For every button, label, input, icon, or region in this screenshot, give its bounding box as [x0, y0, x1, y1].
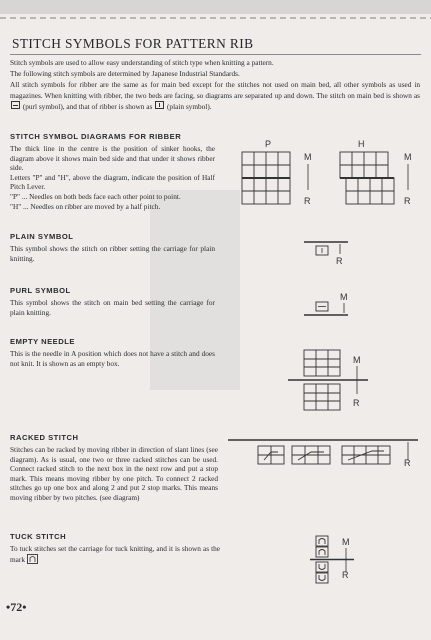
intro-line-3b: (purl symbol), and that of ribber is shown as: [22, 102, 153, 111]
purl-body: This symbol shows the stitch on main bed setting the carriage for plain knitting.: [10, 298, 215, 317]
intro-paragraph: [10, 57, 420, 112]
intro-line-3a: All stitch symbols for ribber are the same as for main bed except for the stitches not used on main bed, all other symbols as used in magazines. When knitting with ribber, the two beds are facing, so diagrams are separated up and down. The stitch on main bed is shown as: [10, 80, 420, 100]
tuck-body: [10, 544, 220, 564]
intro-line-1: Stitch symbols are used to allow easy understanding of stitch type when knitting a pattern.: [10, 58, 274, 67]
empty-label-m: M: [353, 355, 361, 365]
tuck-label-m: M: [342, 537, 350, 547]
section-purl: [10, 286, 215, 317]
section-racked: [10, 433, 218, 503]
racked-body: Stitches can be racked by moving ribber in direction of slant lines (see diagram). As is usual, one two or three racked stitches can be used. Connect racked stitch to the next box in the next row and put a stop mark. This means moving ribber by one pitch. To connect 2 racked stitches go up one box and along 2 and put 2 stop marks. This means moving ribber by two pitches. (see diagram): [10, 445, 218, 502]
label-r-2: R: [404, 196, 411, 206]
top-dashed-rule: [0, 17, 431, 19]
heading-racked: RACKED STITCH: [10, 433, 79, 442]
purl-label-m: M: [340, 292, 348, 302]
empty-label-r: R: [353, 398, 360, 408]
tuck-body-text: To tuck stitches set the carriage for tuck knitting, and it is shown as the mark: [10, 544, 220, 564]
label-r-1: R: [304, 196, 311, 206]
heading-plain: PLAIN SYMBOL: [10, 232, 74, 241]
grid-h: [340, 152, 394, 204]
label-m-2: M: [404, 152, 412, 162]
tuck-symbol-icon: [27, 554, 38, 564]
section-diagrams: [10, 132, 215, 211]
diagrams-line-4: "H" ... Needles on ribber are moved by a half pitch.: [10, 201, 161, 211]
section-tuck: [10, 532, 220, 564]
empty-needle-diagram: [288, 346, 368, 410]
top-border: [0, 0, 431, 14]
purl-symbol-diagram: [304, 290, 364, 320]
racked-label-r: R: [404, 458, 411, 468]
label-h: H: [358, 139, 365, 149]
intro-line-3c: (plain symbol).: [166, 102, 212, 111]
label-m-1: M: [304, 152, 312, 162]
purl-symbol-icon: [11, 101, 20, 109]
section-plain: [10, 232, 215, 263]
tuck-label-r: R: [342, 570, 349, 580]
empty-body: This is the needle in A position which does not have a stitch and does not knit. It is shown as an empty box.: [10, 349, 215, 368]
diagrams-body: [10, 144, 215, 211]
racked-stitch-diagram: [228, 438, 420, 468]
heading-empty: EMPTY NEEDLE: [10, 337, 75, 346]
section-empty: [10, 337, 215, 368]
plain-symbol-icon: [155, 101, 164, 109]
grid-p: [242, 152, 290, 204]
heading-purl: PURL SYMBOL: [10, 286, 71, 295]
page-title: STITCH SYMBOLS FOR PATTERN RIB: [12, 36, 254, 51]
plain-label-r: R: [336, 256, 343, 266]
plain-body: This symbol shows the stitch on ribber setting the carriage for plain knitting.: [10, 244, 215, 263]
heading-tuck: TUCK STITCH: [10, 532, 67, 541]
diagrams-line-2: Letters "P" and "H", above the diagram, indicate the position of Half Pitch Lever.: [10, 172, 215, 192]
tuck-stitch-diagram: [310, 534, 370, 584]
diagrams-line-3: "P" ... Needles on both beds face each other point to point.: [10, 191, 181, 201]
page-number: •72•: [6, 600, 27, 614]
ph-diagram: [238, 138, 423, 213]
label-p: P: [265, 139, 272, 149]
plain-symbol-diagram: [304, 238, 364, 268]
heading-diagrams: STITCH SYMBOL DIAGRAMS FOR RIBBER: [10, 132, 182, 141]
diagrams-line-1: The thick line in the centre is the position of sinker hooks, the diagram above it shows main bed side and that under it shows ribber side.: [10, 144, 215, 173]
intro-line-2: The following stitch symbols are determined by Japanese Industrial Standards.: [10, 69, 240, 78]
title-rule: [10, 54, 421, 55]
